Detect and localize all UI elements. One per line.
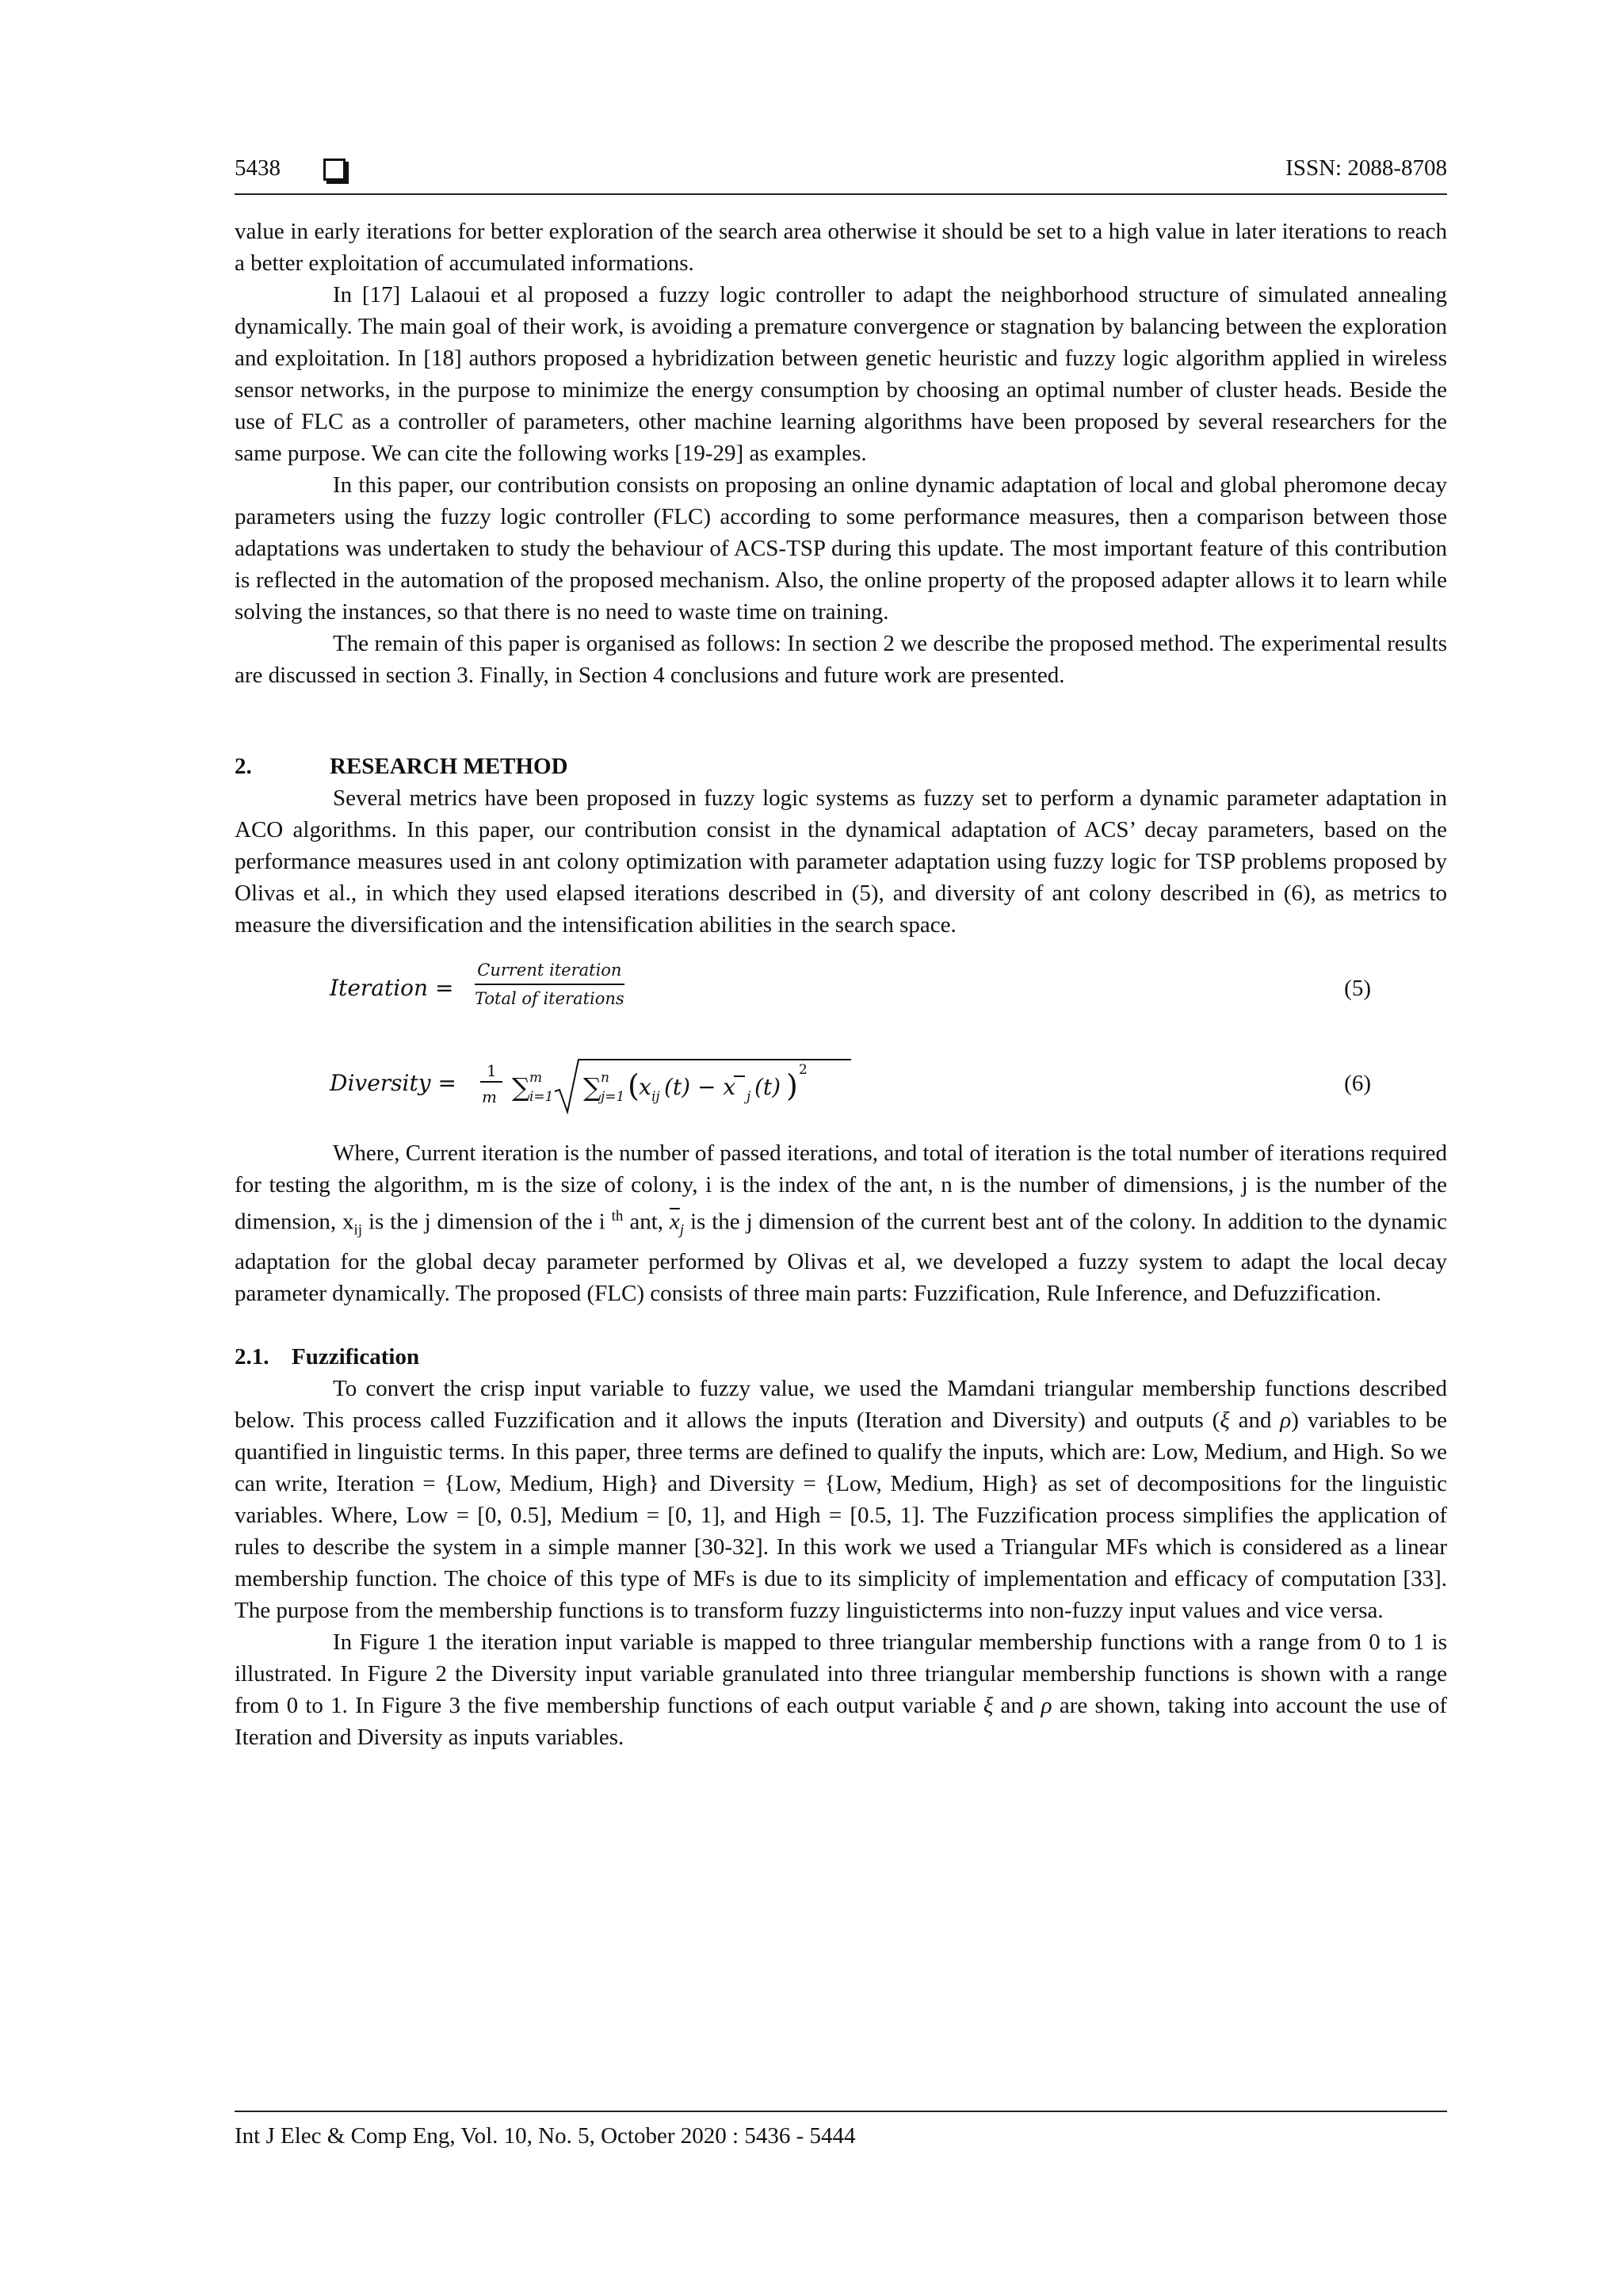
svg-text:m: m (482, 1087, 497, 1106)
svg-text:(t) − x: (t) − x (664, 1074, 736, 1100)
subsection-title: Fuzzification (292, 1344, 420, 1370)
equation-lhs: Diversity = (330, 1070, 456, 1096)
svg-text:x: x (639, 1074, 651, 1100)
checkbox-square-icon (323, 159, 346, 181)
svg-text:i=1: i=1 (529, 1089, 554, 1105)
section-number: 2. (235, 754, 252, 779)
section-heading (235, 751, 1447, 782)
svg-text:j=1: j=1 (601, 1089, 625, 1105)
svg-text:(: ( (628, 1068, 640, 1103)
fraction-numerator: Current iteration (477, 961, 622, 980)
equation-label: (6) (1344, 1071, 1371, 1096)
article-body (235, 216, 1447, 1753)
svg-text:∑: ∑ (583, 1072, 601, 1102)
page-header (235, 155, 1447, 195)
svg-text:ij: ij (651, 1089, 660, 1105)
paragraph: Several metrics have been proposed in fuzzy logic systems as fuzzy set to perform a dynamic parameter adaptation in ACO algorithms. In this paper, our contribution consist in the dynamical adaptation of ACS’ decay parameters, based on the performance measures used in ant colony optimization with parameter adaptation using fuzzy logic for TSP problems proposed by Olivas et al., in which they used elapsed iterations described in (5), and diversity of ant colony described in (6), as metrics to measure the diversification and the intensification abilities in the search space. (235, 785, 1447, 938)
equation-fraction (475, 958, 624, 1010)
diversity-formula (472, 1050, 853, 1117)
paragraph: In Figure 1 the iteration input variable is mapped to three triangular membership functions with a range from 0 to 1 is illustrated. In Figure 2 the Diversity input variable granulated into three triangular membership functions is shown with a range from 0 to 1. In Figure 3 the five membership functions of each output variable ξ and ρ are shown, taking into account the use of Iteration and Diversity as inputs variables. (235, 1629, 1447, 1751)
subsection-heading (235, 1341, 1447, 1373)
paragraph: In [17] Lalaoui et al proposed a fuzzy logic controller to adapt the neighborhood structure of simulated annealing dynamically. The main goal of their work, is avoiding a premature convergence or stagnation by balancing between the exploration and exploitation. In [18] authors proposed a hybridization between genetic heuristic and fuzzy logic algorithm applied in wireless sensor networks, in the purpose to minimize the energy consumption by choosing an optimal number of cluster heads. Beside the use of FLC as a controller of parameters, other machine learning algorithms have been proposed by several researchers for the same purpose. We can cite the following works [19-29] as examples. (235, 282, 1447, 466)
fraction-denominator: Total of iterations (475, 989, 624, 1008)
equation-6 (235, 1050, 1447, 1117)
journal-citation: Int J Elec & Comp Eng, Vol. 10, No. 5, October 2020 : 5436 - 5444 (235, 2123, 856, 2149)
svg-text:j: j (747, 1089, 751, 1105)
svg-text:): ) (786, 1068, 798, 1103)
paragraph: To convert the crisp input variable to fuzzy value, we used the Mamdani triangular membership functions described below. This process called Fuzzification and it allows the inputs (Iteration and Diversity) and outputs (ξ and ρ) variables to be quantified in linguistic terms. In this paper, three terms are defined to qualify the inputs, which are: Low, Medium, and High. So we can write, Iteration = {Low, Medium, High} and Diversity = {Low, Medium, High} as set of decompositions for the linguistic variables. Where, Low = [0, 0.5], Medium = [0, 1], and High = [0.5, 1]. The Fuzzification process simplifies the application of rules to describe the system in a simple manner [30-32]. In this work we used a Triangular MFs which is considered as a linear membership function. The choice of this type of MFs is due to its simplicity of implementation and efficacy of computation [33]. The purpose from the membership functions is to transform fuzzy linguisticterms into non-fuzzy input values and vice versa. (235, 1376, 1447, 1624)
paragraph: Where, Current iteration is the number of passed iterations, and total of iteration is the total number of iterations required for testing the algorithm, m is the size of colony, i is the index of the ant, n is the number of dimensions, j is the number of the dimension, $x_{ij}$ is the j dimension of the i $^{th}$ ant, $\overline{x}_j$ is the j dimension of the current best ant of the colony. In addition to the dynamic adaptation for the global decay parameter performed by Olivas et al, we developed a fuzzy system to adapt the local decay parameter dynamically. The proposed (FLC) consists of three main parts: Fuzzification, Rule Inference, and Defuzzification. (235, 1140, 1447, 1307)
page-footer (235, 2111, 1447, 2149)
subsection-number: 2.1. (235, 1344, 269, 1370)
issn-label: ISSN: 2088-8708 (1285, 155, 1447, 181)
svg-text:1: 1 (487, 1061, 497, 1080)
paragraph: value in early iterations for better exploration of the search area otherwise it should be set to a high value in later iterations to reach a better exploitation of accumulated informations. (235, 219, 1447, 276)
svg-text:m: m (529, 1070, 543, 1086)
equation-lhs: Iteration = (330, 975, 454, 1001)
svg-text:n: n (601, 1070, 609, 1086)
paragraph: The remain of this paper is organised as follows: In section 2 we describe the proposed method. The experimental results are discussed in section 3. Finally, in Section 4 conclusions and future work are presented. (235, 631, 1447, 688)
svg-text:∑: ∑ (512, 1072, 530, 1102)
section-title: RESEARCH METHOD (330, 754, 568, 779)
equation-5 (235, 958, 1447, 1018)
equation-label: (5) (1344, 976, 1371, 1001)
paragraph: In this paper, our contribution consists on proposing an online dynamic adaptation of local and global pheromone decay parameters using the fuzzy logic controller (FLC) according to some performance measures, then a comparison between those adaptations was undertaken to study the behaviour of ACS-TSP during this update. The most important feature of this contribution is reflected in the automation of the proposed mechanism. Also, the online property of the proposed adapter allows it to learn while solving the instances, so that there is no need to waste time on training. (235, 472, 1447, 625)
svg-text:2: 2 (799, 1062, 808, 1078)
page-number: 5438 (235, 155, 281, 181)
svg-text:(t): (t) (754, 1074, 781, 1100)
